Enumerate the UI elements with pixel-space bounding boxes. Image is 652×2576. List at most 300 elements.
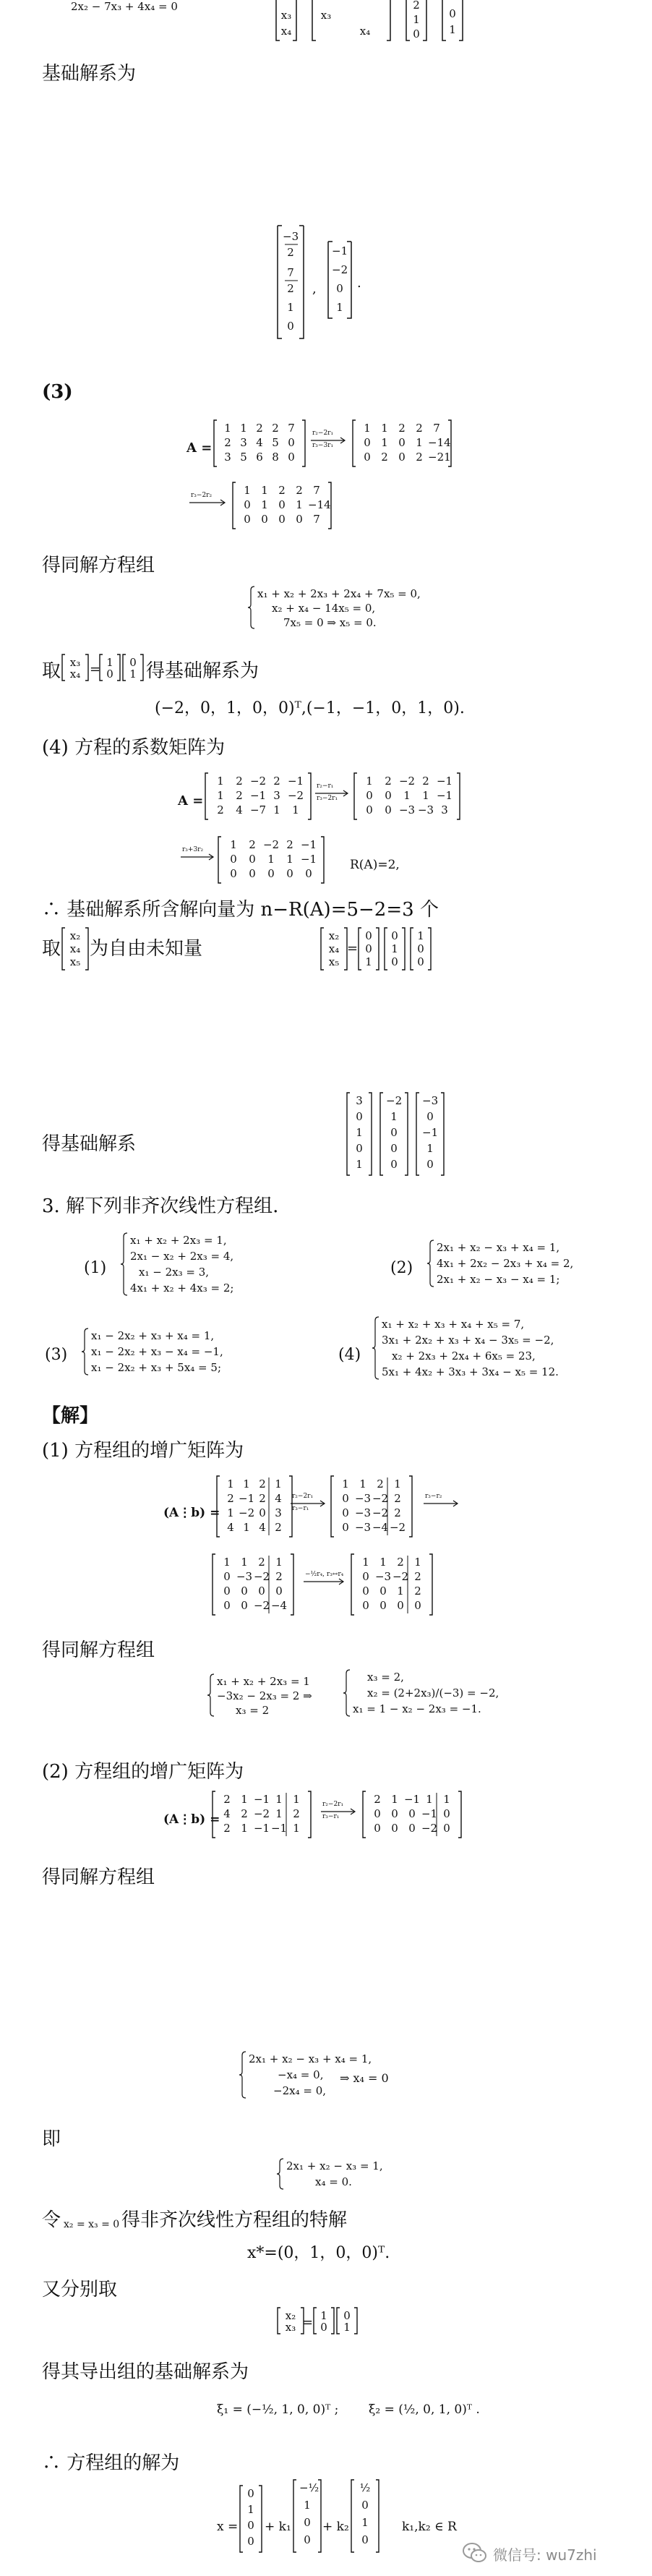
matrix-cell: 2 <box>275 1570 283 1583</box>
matrix-symbol-A: A = <box>178 793 204 809</box>
matrix-cell: −4 <box>372 1521 389 1534</box>
brace-icon <box>247 586 256 629</box>
matrix-cell: 2 <box>259 1492 266 1505</box>
matrix-cell: 2 <box>398 422 406 435</box>
top-matrix-b <box>308 0 395 45</box>
matrix-cell: 1 <box>426 1793 433 1806</box>
matrix-cell: 1 <box>391 942 398 955</box>
matrix-cell: −14 <box>428 436 451 449</box>
matrix-cell: 2 <box>273 775 280 788</box>
s4-arrow-2 <box>181 846 214 868</box>
free-vars-suffix: 为自由未知量 <box>90 938 203 960</box>
matrix-cell: 6 <box>256 451 263 464</box>
matrix-cell: 0 <box>408 1807 416 1820</box>
basis-label: 得基础解系 <box>42 1133 137 1155</box>
matrix-cell: 1 <box>397 1585 404 1598</box>
equation-line: 2x₁ + x₂ − x₃ − x₄ = 1; <box>437 1273 560 1286</box>
matrix-cell: 2 <box>259 1477 266 1490</box>
sol1-matrix-1 <box>215 1475 293 1538</box>
matrix-cell: 0 <box>413 27 420 40</box>
matrix-cell: x₄ <box>69 942 81 955</box>
sol1-matrix-2 <box>330 1475 413 1538</box>
matrix-cell: −1 <box>253 1822 270 1835</box>
matrix-cell: 1 <box>129 668 137 681</box>
s3-system <box>247 586 421 629</box>
matrix-cell: 2 <box>258 1556 265 1569</box>
matrix-cell: x₃ <box>69 656 81 669</box>
matrix-cell: 2 <box>236 775 243 788</box>
matrix-cell: 1 <box>417 929 424 942</box>
take-suffix: 得基础解系为 <box>146 660 259 682</box>
matrix-cell: 1 <box>359 1477 366 1490</box>
matrix-cell: 4 <box>236 803 243 816</box>
solution-head: 【解】 <box>42 1405 99 1427</box>
matrix-cell: 2 <box>381 451 388 464</box>
matrix-cell: 1 <box>390 1110 398 1123</box>
vector-cell: 1 <box>336 301 343 314</box>
take-lhs-vector <box>61 654 90 681</box>
equation-line: x₁ + x₂ + 2x₃ + 2x₄ + 7x₅ = 0, <box>257 587 421 600</box>
matrix-cell: 1 <box>416 436 423 449</box>
arrow-label: r₃−2r₂ <box>191 492 213 499</box>
matrix-cell: 1 <box>422 789 429 802</box>
vector-cell: 0 <box>336 282 343 295</box>
sol2-system <box>239 2051 372 2099</box>
plus-k1: + k₁ <box>265 2520 291 2534</box>
q4-label: (4) <box>338 1346 361 1364</box>
matrix-cell: 0 <box>230 867 237 880</box>
matrix-cell: 0 <box>449 7 456 20</box>
matrix-cell: 2 <box>414 1570 421 1583</box>
matrix-cell: 0 <box>366 803 373 816</box>
matrix-cell: 0 <box>320 2321 327 2334</box>
s4-arrow-1 <box>315 782 348 804</box>
matrix-cell: 1 <box>304 2499 311 2512</box>
matrix-cell: 1 <box>394 1477 401 1490</box>
equation-line: x₁ − 2x₃ = 3, <box>139 1266 210 1279</box>
matrix-cell: 1 <box>296 498 303 511</box>
matrix-cell: −2 <box>249 775 267 788</box>
matrix-cell: 0 <box>241 1599 248 1612</box>
arrow-label: r₃−3r₁ <box>312 442 334 449</box>
matrix-cell: 1 <box>413 13 420 26</box>
final-vector-1 <box>292 2479 322 2553</box>
matrix-cell: 1 <box>443 1793 450 1806</box>
matrix-cell: −1 <box>239 1492 255 1505</box>
brace-icon <box>81 1328 90 1376</box>
equation-line: 2x₁ − x₂ + 2x₃ = 4, <box>130 1250 234 1263</box>
matrix-cell: 2 <box>236 789 243 802</box>
matrix-cell: 1 <box>381 436 388 449</box>
part-4-label: (4) 方程的系数矩阵为 <box>42 737 226 759</box>
free-vars-vector <box>61 927 90 971</box>
matrix-cell: 0 <box>129 656 137 669</box>
matrix-cell: −3 <box>354 1506 372 1519</box>
arrow-label: r₃+3r₂ <box>182 846 204 853</box>
matrix-cell: −1 <box>421 1807 438 1820</box>
matrix-cell: 0 <box>244 498 251 511</box>
matrix-cell: 2 <box>227 1492 234 1505</box>
matrix-cell: 0 <box>259 1506 266 1519</box>
matrix-cell: 2 <box>224 436 231 449</box>
matrix-cell: 0 <box>365 942 372 955</box>
matrix-cell: 1 <box>449 23 456 36</box>
equation-line: x₁ + x₂ + x₃ + x₄ + x₅ = 7, <box>382 1318 525 1331</box>
matrix-cell: −1 <box>287 775 304 788</box>
xi-2: ξ₂ = (½, 0, 1, 0)ᵀ . <box>369 2402 480 2417</box>
top-matrix-c <box>402 0 431 45</box>
matrix-cell: 0 <box>106 668 113 681</box>
s4-basis-vector-2 <box>379 1092 409 1176</box>
matrix-cell: −3 <box>417 803 434 816</box>
matrix-cell: 2 <box>394 1506 401 1519</box>
matrix-cell: 1 <box>241 1822 248 1835</box>
matrix-cell: 0 <box>296 513 303 526</box>
matrix-cell: 1 <box>227 1506 234 1519</box>
wechat-icon <box>463 2542 487 2564</box>
arrow-label: r₂−2r₁ <box>312 430 334 437</box>
matrix-cell: 7 <box>433 422 440 435</box>
equals: = <box>302 2315 314 2330</box>
matrix-cell: −2 <box>386 1094 403 1107</box>
matrix-cell: 0 <box>241 1585 248 1598</box>
q2-label: (2) <box>390 1259 413 1277</box>
matrix-cell: x₅ <box>328 955 340 968</box>
matrix-cell: x₄ <box>328 942 340 955</box>
brace-icon <box>120 1232 129 1296</box>
fraction-numerator: −3 <box>283 230 299 243</box>
augmented-symbol: (A⋮b) = <box>163 1506 220 1520</box>
matrix-cell: 2 <box>422 775 429 788</box>
matrix-cell: 0 <box>361 2533 369 2546</box>
arrow-label: r₂−2r₁ <box>292 1493 314 1500</box>
free-vector-3 <box>409 927 432 971</box>
matrix-cell: 1 <box>403 789 411 802</box>
matrix-cell: 3 <box>273 789 280 802</box>
final-label: ∴ 方程组的解为 <box>42 2452 180 2474</box>
matrix-cell: 0 <box>391 955 398 968</box>
matrix-cell: −3 <box>422 1094 439 1107</box>
augmented-label: (A⋮b) <box>163 1506 206 1520</box>
basis-vector-2 <box>324 240 356 321</box>
matrix-cell: x₃ <box>285 2321 296 2334</box>
matrix-cell: 1 <box>381 422 388 435</box>
fraction-denominator: 2 <box>287 282 294 295</box>
matrix-cell: 0 <box>443 1822 450 1835</box>
matrix-cell: x₂ <box>69 929 81 942</box>
vector-cell: x₃ <box>280 9 292 22</box>
matrix-cell: 7 <box>288 422 295 435</box>
matrix-cell: 0 <box>249 867 256 880</box>
basis-vector-1 <box>273 224 308 340</box>
equation-line: −3x₂ − 2x₃ = 2 ⇒ <box>217 1689 312 1702</box>
matrix-cell: −3 <box>354 1492 372 1505</box>
matrix-cell: 0 <box>379 1585 387 1598</box>
matrix-cell: 2 <box>217 803 224 816</box>
matrix-cell: 0 <box>230 853 237 866</box>
brace-icon <box>426 1240 435 1287</box>
matrix-cell: −1 <box>300 853 317 866</box>
matrix-cell: 0 <box>443 1807 450 1820</box>
matrix-cell: 7 <box>313 484 320 497</box>
matrix-cell: 3 <box>275 1506 282 1519</box>
same-solution-label-2: 得同解方程组 <box>42 1867 155 1888</box>
matrix-cell: −3 <box>236 1570 253 1583</box>
particular-solution: x*=(0，1，0，0)ᵀ. <box>247 2244 390 2262</box>
matrix-cell: −1 <box>253 1793 270 1806</box>
s4-basis-vector-1 <box>346 1092 373 1176</box>
matrix-cell: 7 <box>313 513 320 526</box>
matrix-cell: 0 <box>417 942 424 955</box>
sol1-matrix-4 <box>350 1553 434 1616</box>
equation-line: 4x₁ + x₂ + 4x₃ = 2; <box>130 1281 234 1295</box>
matrix-cell: −1 <box>249 789 267 802</box>
s3-matrix-2 <box>351 419 452 467</box>
same-solution-label: 得同解方程组 <box>42 1639 155 1661</box>
final-vector-0 <box>239 2485 263 2553</box>
matrix-cell: −1 <box>270 1822 288 1835</box>
matrix-cell: 1 <box>364 422 371 435</box>
equation-line: x₂ = (2+2x₃)/(−3) = −2, <box>367 1686 499 1699</box>
equation-line: x₂ + 2x₃ + 2x₄ + 6x₅ = 23, <box>392 1349 536 1362</box>
equation-line: x₁ − 2x₂ + x₃ − x₄ = −1, <box>91 1345 223 1358</box>
matrix-cell: 0 <box>417 955 424 968</box>
watermark-text: 微信号: wu7zhi <box>493 2546 597 2564</box>
matrix-cell: 0 <box>362 1570 369 1583</box>
matrix-cell: 0 <box>247 2487 254 2500</box>
matrix-cell: −2 <box>372 1492 389 1505</box>
matrix-cell: −2 <box>421 1822 438 1835</box>
top-vector-a <box>272 0 301 45</box>
matrix-cell: 0 <box>364 436 371 449</box>
matrix-cell: 1 <box>343 2321 351 2334</box>
matrix-cell: 3 <box>240 436 247 449</box>
arrow-label: r₃−r₁ <box>292 1505 309 1512</box>
equation-line: 2x₁ + x₂ − x₃ + x₄ = 1, <box>437 1241 560 1254</box>
augmented-label: (A⋮b) <box>163 1812 206 1827</box>
vector-cell: 0 <box>287 320 294 333</box>
matrix-cell: 0 <box>278 513 286 526</box>
watermark <box>463 2540 643 2566</box>
matrix-cell: 4 <box>256 436 263 449</box>
x-equals: x = <box>217 2520 239 2534</box>
sol2-arrow-1 <box>321 1801 356 1822</box>
matrix-cell: 2 <box>377 1477 384 1490</box>
matrix-cell: 0 <box>342 1521 349 1534</box>
matrix-cell: 0 <box>391 1822 398 1835</box>
matrix-cell: 1 <box>275 1556 283 1569</box>
matrix-cell: 1 <box>261 484 268 497</box>
matrix-cell: 1 <box>426 1142 434 1155</box>
matrix-cell: 1 <box>217 775 224 788</box>
equation-line: x₂ + x₄ − 14x₅ = 0, <box>272 602 376 615</box>
rank-statement <box>350 853 400 877</box>
matrix-cell: 0 <box>379 1599 387 1612</box>
matrix-cell: 2 <box>249 838 256 851</box>
free-lhs-vector <box>319 927 348 971</box>
sol1-arrow-2 <box>424 1493 458 1514</box>
matrix-cell: 1 <box>365 955 372 968</box>
matrix-cell: 0 <box>361 2499 369 2512</box>
matrix-cell: 2 <box>256 422 263 435</box>
matrix-cell: x₃ <box>320 9 332 22</box>
s3-matrix-1 <box>213 419 306 467</box>
matrix-cell: 0 <box>304 2533 311 2546</box>
final-vector-2 <box>350 2479 380 2553</box>
matrix-cell: 1 <box>240 422 247 435</box>
matrix-cell: 0 <box>356 1110 363 1123</box>
matrix-cell: 1 <box>391 1793 398 1806</box>
augmented-symbol: (A⋮b) = <box>163 1812 220 1827</box>
matrix-cell: 1 <box>106 656 113 669</box>
free-vector-2 <box>383 927 406 971</box>
matrix-cell: 5 <box>272 436 279 449</box>
matrix-cell: 1 <box>223 1556 231 1569</box>
equation-line: −x₄ = 0, <box>278 2068 324 2081</box>
matrix-cell: 1 <box>227 1477 234 1490</box>
also-vector-1 <box>312 2307 335 2334</box>
matrix-cell: 0 <box>356 1142 363 1155</box>
matrix-cell: 0 <box>426 1110 434 1123</box>
equation-line: 7x₅ = 0 ⇒ x₅ = 0. <box>283 616 377 629</box>
matrix-cell: 2 <box>278 484 286 497</box>
sol1-system-right <box>343 1669 499 1717</box>
matrix-cell: 1 <box>320 2309 327 2322</box>
xi-1: ξ₁ = (−½, 1, 0, 0)ᵀ ; <box>217 2402 339 2417</box>
sol1-arrow-1 <box>291 1493 325 1514</box>
sol2-matrix-2 <box>361 1791 463 1838</box>
matrix-cell: 0 <box>288 436 295 449</box>
problem-3-title: 3. 解下列非齐次线性方程组. <box>42 1195 279 1217</box>
matrix-cell: −2 <box>253 1570 270 1583</box>
matrix-cell: −2 <box>392 1570 409 1583</box>
matrix-cell: 0 <box>398 436 406 449</box>
matrix-cell: 1 <box>286 853 293 866</box>
matrix-cell: 3 <box>441 803 448 816</box>
matrix-cell: 4 <box>259 1521 266 1534</box>
matrix-cell: 0 <box>390 1126 398 1139</box>
matrix-cell: 1 <box>244 484 251 497</box>
matrix-cell: 2 <box>413 0 420 12</box>
matrix-cell: x₂ <box>328 929 340 942</box>
take-equals: = <box>90 662 101 677</box>
matrix-cell: 0 <box>365 929 372 942</box>
matrix-cell: 0 <box>374 1822 381 1835</box>
brace-icon <box>372 1316 380 1380</box>
vector-cell: 1 <box>287 301 294 314</box>
sol1-system-left <box>207 1673 312 1717</box>
matrix-cell: 1 <box>275 1807 283 1820</box>
same-solution-label: 得同解方程组 <box>42 555 155 576</box>
let-prefix: 令 <box>42 2209 61 2231</box>
matrix-cell: 0 <box>426 1158 434 1171</box>
equals: = <box>347 941 359 956</box>
let-condition: x₂ = x₃ = 0 <box>64 2219 120 2230</box>
s4-matrix-2 <box>353 772 461 820</box>
s4-matrix-3 <box>217 836 325 884</box>
matrix-cell: −2 <box>253 1807 270 1820</box>
equation-line: x₃ = 2, <box>367 1671 404 1684</box>
matrix-cell: 0 <box>286 867 293 880</box>
matrix-symbol: A <box>186 440 197 456</box>
sol1-arrow-3 <box>304 1571 344 1592</box>
matrix-cell: 0 <box>391 929 398 942</box>
matrix-cell: 0 <box>391 1807 398 1820</box>
matrix-cell: −4 <box>270 1599 288 1612</box>
equation-line: x₁ + x₂ + 2x₃ = 1, <box>130 1234 227 1247</box>
solution-count: ∴ 基础解系所含解向量为 n−R(A)=5−2=3 个 <box>42 899 439 921</box>
period: . <box>357 276 361 291</box>
sol2-system-result: ⇒ x₄ = 0 <box>340 2071 389 2085</box>
matrix-cell: 1 <box>379 1556 387 1569</box>
equation-line: x₃ = 2 <box>236 1704 270 1717</box>
vector-cell: −2 <box>332 263 348 276</box>
matrix-cell: x₂ <box>285 2309 296 2322</box>
matrix-cell: 0 <box>258 1585 265 1598</box>
matrix-cell: 0 <box>390 1158 398 1171</box>
matrix-cell: 0 <box>366 789 373 802</box>
matrix-cell: 1 <box>293 1822 300 1835</box>
brace-icon <box>239 2051 247 2099</box>
equation-line: 2x₁ + x₂ − x₃ = 1, <box>286 2159 383 2172</box>
matrix-cell: ½ <box>359 2481 371 2494</box>
matrix-cell: 0 <box>362 1599 369 1612</box>
matrix-cell: 0 <box>261 513 268 526</box>
brace-icon <box>343 1669 351 1717</box>
matrix-cell: 1 <box>366 775 373 788</box>
matrix-cell: −3 <box>354 1521 372 1534</box>
matrix-cell: x₄ <box>359 25 371 38</box>
matrix-cell: 1 <box>261 498 268 511</box>
matrix-cell: 2 <box>385 775 392 788</box>
brace-icon <box>207 1673 215 1717</box>
matrix-cell: −1 <box>422 1126 439 1139</box>
arrow-label: r₃−r₁ <box>322 1813 340 1820</box>
matrix-cell: −1 <box>436 789 453 802</box>
matrix-cell: 1 <box>275 1793 283 1806</box>
matrix-cell: 1 <box>217 789 224 802</box>
matrix-cell: 8 <box>272 451 279 464</box>
sol-part-2-label: (2) 方程组的增广矩阵为 <box>42 1761 244 1783</box>
s3-arrow-1 <box>311 430 346 451</box>
matrix-cell: 2 <box>296 484 303 497</box>
matrix-cell: 4 <box>223 1807 231 1820</box>
matrix-cell: 1 <box>414 1556 421 1569</box>
sol1-matrix-3 <box>211 1553 295 1616</box>
matrix-cell: 0 <box>247 2535 254 2548</box>
matrix-cell: −3 <box>398 803 416 816</box>
q4-system <box>372 1316 559 1380</box>
take-vector-2 <box>121 654 145 681</box>
matrix-cell: −2 <box>262 838 280 851</box>
vector-cell: x₄ <box>280 25 292 38</box>
matrix-cell: 1 <box>356 1126 363 1139</box>
matrix-cell: 0 <box>305 867 312 880</box>
q3-label: (3) <box>45 1346 68 1364</box>
equation-line: 4x₁ + 2x₂ − 2x₃ + x₄ = 2, <box>437 1257 574 1270</box>
also-label: 又分别取 <box>42 2279 118 2300</box>
matrix-cell: x₅ <box>69 955 81 968</box>
derived-basis-label: 得其导出组的基础解系为 <box>42 2361 249 2383</box>
fraction-numerator: 7 <box>287 266 294 279</box>
matrix-cell: 0 <box>374 1807 381 1820</box>
comma: , <box>312 281 317 297</box>
matrix-cell: 0 <box>408 1822 416 1835</box>
arrow-label: r₃−2r₁ <box>317 795 338 802</box>
matrix-cell: 0 <box>288 451 295 464</box>
matrix-cell: −1 <box>436 775 453 788</box>
matrix-cell: 0 <box>385 803 392 816</box>
